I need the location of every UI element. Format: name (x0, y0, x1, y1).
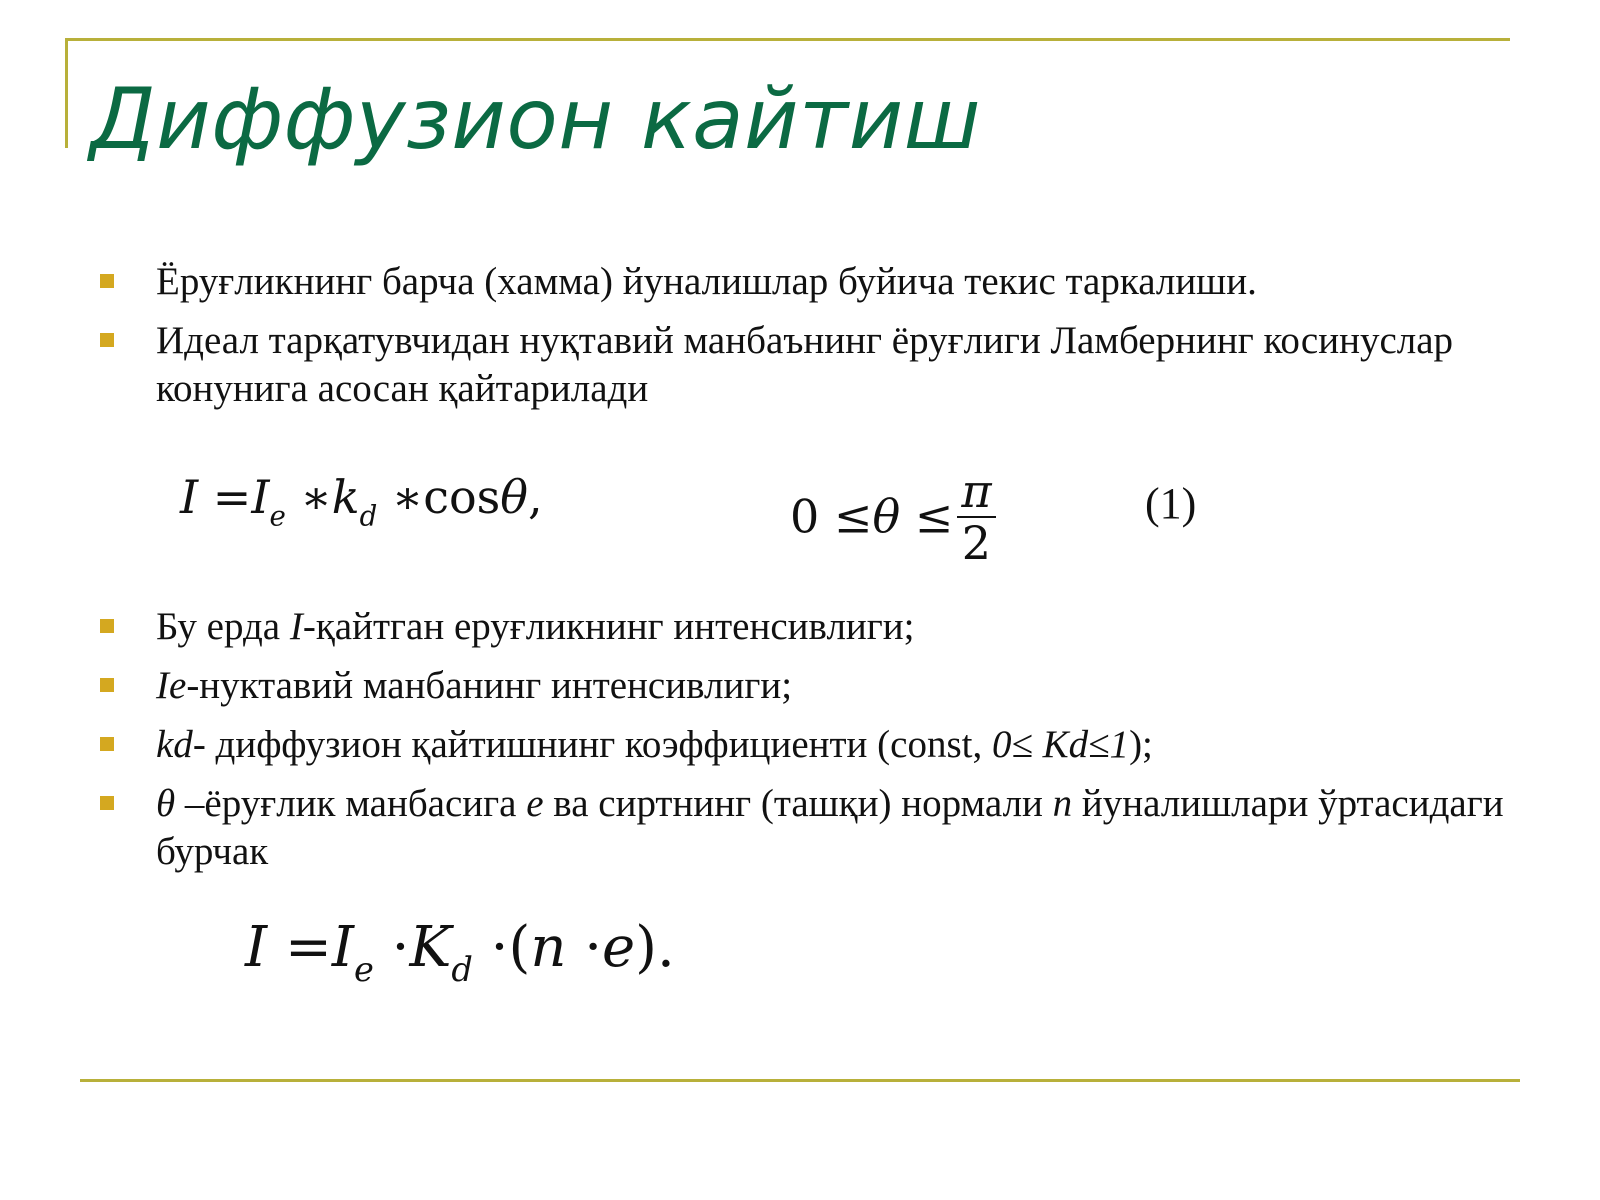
formula-symbol: = (284, 915, 332, 980)
bullet-text: -қайтган еруғликнинг интенсивлиги; (302, 605, 915, 648)
formula-symbol: ≤ (914, 489, 954, 544)
bullet-square-icon (100, 619, 114, 633)
frame-bottom-line (80, 1079, 1520, 1082)
formula-symbol: cos (423, 470, 501, 524)
bullet-square-icon (100, 737, 114, 751)
bullet-text: йуналишлари ўртасидаги бурчак (156, 782, 1504, 873)
formula-symbol: ( (508, 915, 531, 980)
fraction-denominator: 2 (961, 516, 992, 570)
formula-subscript: d (451, 950, 473, 990)
bullet-variable: 0≤ Kd≤1 (991, 723, 1130, 766)
bullet-item (98, 317, 1518, 413)
formula-symbol: ≤ (833, 489, 873, 544)
formula-symbol: θ (500, 470, 528, 524)
bullet-variable: n (1052, 782, 1073, 825)
bullet-variable: Ie (156, 664, 187, 707)
bullet-variable: kd (156, 723, 193, 766)
frame-left-line (65, 38, 68, 148)
formula-symbol: 0 (790, 489, 820, 544)
bullet-text: Идеал тарқатувчидан нуқтавий манбаънинг ёруғлиги Ламбернинг косинуслар конунига асосан қайтарилади (156, 319, 1454, 410)
formula-symbol: I (180, 470, 199, 524)
frame-top-line (65, 38, 1510, 41)
formula-symbol: ∗ (391, 470, 424, 524)
formula-symbol: e (602, 915, 636, 980)
formula-symbol: I (331, 915, 354, 980)
bullet-text: - диффузион қайтишнинг коэффициенти (const, (192, 723, 992, 766)
bullet-square-icon (100, 274, 114, 288)
bullet-text: Ёруғликнинг барча (хамма) йуналишлар буйича текис таркалиши. (156, 260, 1257, 303)
bullet-square-icon (100, 796, 114, 810)
formula-dot-product (245, 915, 675, 989)
bullet-item (98, 662, 1518, 710)
bullet-item (98, 258, 1518, 306)
bullet-variable: I (289, 605, 303, 648)
formula-subscript: e (269, 499, 286, 533)
bullet-variable: θ (156, 782, 176, 825)
formula-symbol: n (530, 915, 567, 980)
formula-symbol: I (251, 470, 270, 524)
formula-symbol: θ (872, 489, 901, 544)
bullet-square-icon (100, 333, 114, 347)
bullet-text: Бу ерда (156, 605, 290, 648)
formula-symbol: ∗ (300, 470, 332, 524)
formula-fraction (957, 464, 995, 570)
bullet-text: ); (1129, 723, 1153, 766)
bullet-item (98, 780, 1518, 876)
formula-subscript: e (353, 950, 374, 990)
bullet-text: ва сиртнинг (ташқи) нормали (543, 782, 1053, 825)
formula-symbol: K (409, 915, 452, 980)
formula-symbol: ). (635, 915, 675, 980)
bullet-item (98, 721, 1518, 769)
formula-lambert (180, 470, 543, 532)
bullet-item (98, 603, 1518, 651)
formula-number: (1) (1145, 479, 1197, 528)
bullet-variable: e (526, 782, 544, 825)
formula-symbol: = (212, 470, 252, 524)
formula-symbol: I (245, 915, 268, 980)
formula-symbol: · (584, 915, 603, 980)
formula-symbol: k (331, 470, 360, 524)
formula-symbol: · (490, 915, 509, 980)
bullet-text: –ёруғлик манбасига (175, 782, 527, 825)
formula-theta-range (790, 464, 996, 571)
slide-title: Диффузион кайтиш (90, 70, 982, 168)
formula-subscript: d (359, 499, 378, 533)
bullet-square-icon (100, 678, 114, 692)
bullet-list-bottom (98, 603, 1518, 876)
fraction-numerator: π (957, 468, 995, 518)
formula-symbol: · (391, 915, 410, 980)
formula-symbol: , (527, 470, 543, 524)
bullet-list-top (98, 258, 1518, 413)
bullet-text: -нуктавий манбанинг интенсивлиги; (186, 664, 793, 707)
